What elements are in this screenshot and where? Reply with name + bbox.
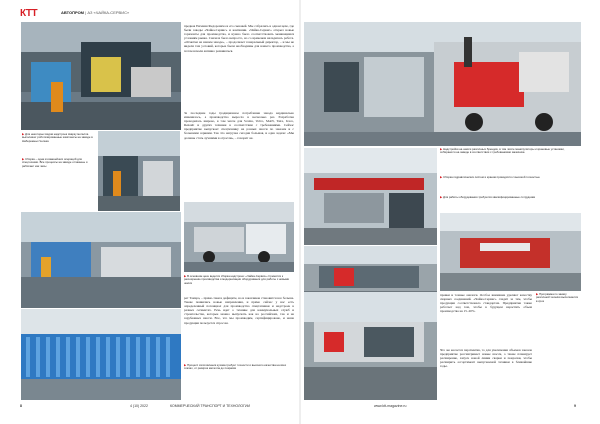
magazine-title: КОММЕРЧЕСКИЙ ТРАНСПОРТ И ТЕХНОЛОГИИ	[170, 404, 251, 408]
left-article-col3: рет Тамара, – прямо-таки в дефиците, но и заказчиков становится все больше. Также появились новые направления, и прямо сейчас у нас есть определенный потенциал для производства спецтехники и надстроек в разных сегментах. Речь идет о технике для коммунальных служб и строительства, которые можно выпускать как на российских, так и на зарубежных шасси. Все, что мы производим, сертифицировано, и наша продукция пользуется спросом.	[184, 296, 294, 325]
photo-crane-arms	[304, 148, 437, 245]
left-article-col1: предков Евгения Федоровича и его сыновей. Мы собрались в одном цехе, где были заводы «Чайка-Сервис» и компании. «Чайка-Сервис» открыл новые горизонты для производства, и нужно было соответствовать меняющимся условиям рынка. Сначала было непросто, но со временем наладилась работа. «Отметки на нашем заводе», – продолжает генеральный директор, – и мы не видели там условий, которые были необходимы для нашего производства, а потом начали активно развиваться.	[184, 24, 294, 53]
photo-robot-welding	[21, 22, 181, 130]
photo7-caption: ▶ Для работы оборудования требуются квалифицированные сотрудники	[440, 195, 536, 199]
photo-workshop	[21, 212, 181, 308]
right-page-number: 9	[574, 404, 576, 408]
photo-truck-chassis	[184, 202, 294, 272]
photo-assembly	[98, 131, 180, 211]
photo8-caption: ▶ Программа по заказу различной техники выполняется в срок	[536, 292, 579, 303]
left-page-number: 8	[20, 404, 22, 408]
left-footer	[20, 404, 300, 408]
photo-red-truck	[304, 22, 581, 146]
photo4-caption: ▶ Процесс изготовления кузова требует точности и высокого качества на всех этапах, от раскроя металла до покраски	[184, 363, 287, 371]
header-subsection: АЗ «ЧАЙКА-СЕРВИС»	[87, 10, 130, 15]
right-article-col2: Что же касается перспектив, то для увеличения объемов заказов предприятие рассматривает новые шасси, а также планирует расширение, запуск новой линии сварки и покраски, чтобы расширить ассортимент выпускаемой техники в ближайшие годы.	[440, 348, 532, 369]
magazine-url: www.ktt-magazine.ru	[374, 404, 407, 408]
photo2-caption: ▶ Сборка – одна из важнейших операций для спецтехники. Все процессы на заводе отлажены и работают как часы	[22, 157, 88, 168]
spine	[299, 0, 301, 424]
photo3-caption: ▶ В основном цехе ведется сборка надстроек: «Чайка-Сервис» стремится к расширению производства и модернизации оборудования для работы с новыми шасси	[184, 274, 290, 285]
photo-blue-bodies	[21, 309, 181, 400]
photo-hydraulic-part	[440, 213, 581, 291]
issue-number: 4 (10) 2022	[130, 404, 148, 408]
header-section: АВТОПРОМ | АЗ «ЧАЙКА-СЕРВИС»	[61, 10, 130, 15]
left-article-col2: За последние годы традиционное потребление завода кардинально изменилось, а производство выросло в несколько раз. Разработка проводилась широко, в том числе для Scania, Volvo, MAN, Tatra, Iveco, Renault и других техники в соответствии с требованиями. Сейчас предприятие выпускает спецтехнику на разных шасси по заказам и с большими сериями. Так что нагрузка сегодня большая, и одна задача: «Мы должны стать лучшими в отрасли», – говорит он.	[184, 111, 294, 140]
photo5-caption: ▶ Надстройки на шасси различных брендов, в том числе манипуляторы и крановые установки, собираются на заводе в соответствии с требованиями заказчика	[440, 147, 565, 155]
photo6-caption: ▶ Сборка гидравлических систем и кранов проводится с высокой точностью	[440, 175, 540, 179]
photo1-caption: ▶ Для некоторых видов надстроек сварку металла выполняют роботизированные комплексы на заводе в Набережных Челнах	[22, 132, 93, 143]
photo-assembly-line	[304, 292, 437, 400]
logo: КТТ	[20, 8, 38, 19]
right-article-col1: правки и точные аналоги. Особое внимание уделяют качеству сварных соединений. «Чайка-Сервис» следит за тем, чтобы продукция соответствовала стандартам. Предприятие также работает над тем, чтобы в будущем нарастить объем производства на 15–20%.	[440, 293, 532, 314]
